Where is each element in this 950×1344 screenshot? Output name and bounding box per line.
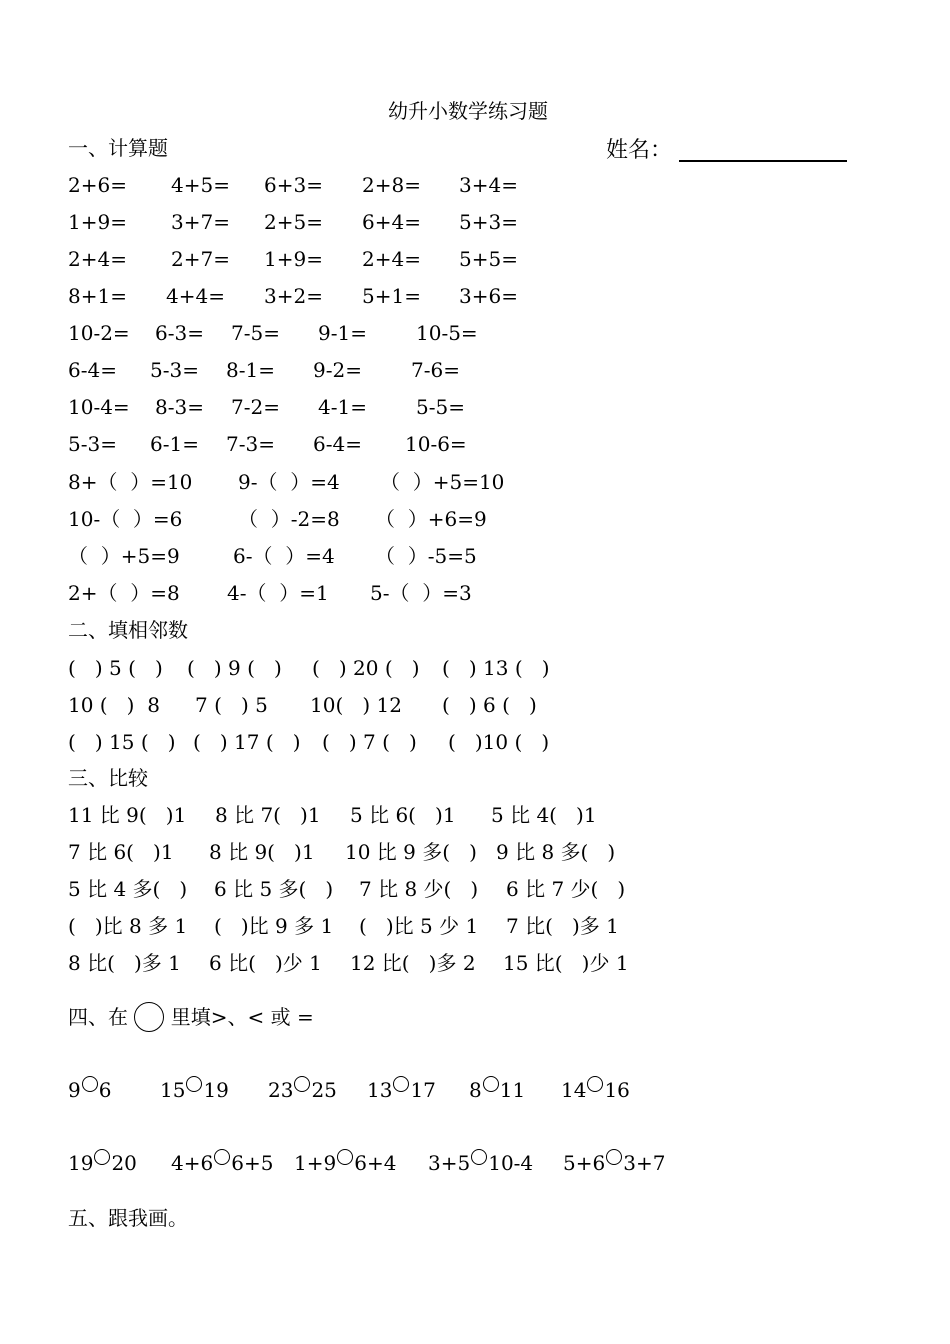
adjacent-item: ( ) 20 ( ) bbox=[312, 656, 420, 680]
compare-item: 5 比 4 多( ) bbox=[68, 877, 188, 901]
answer-circle-icon[interactable] bbox=[186, 1076, 202, 1092]
compare-item: 8 比( )多 1 bbox=[68, 951, 181, 975]
equation-item: 10-2= bbox=[68, 321, 130, 345]
left-operand: 19 bbox=[68, 1151, 94, 1175]
circle-compare-item bbox=[469, 1078, 525, 1102]
right-operand: 25 bbox=[311, 1078, 337, 1102]
adjacent-item: ( ) 13 ( ) bbox=[442, 656, 550, 680]
answer-circle-icon[interactable] bbox=[393, 1076, 409, 1092]
section-1-heading: 一、计算题 bbox=[68, 136, 168, 160]
answer-circle-icon[interactable] bbox=[606, 1149, 622, 1165]
equation-item: 2+6= bbox=[68, 173, 127, 197]
compare-item: 5 比 6( )1 bbox=[350, 803, 456, 827]
equation-item: 2+8= bbox=[362, 173, 421, 197]
compare-item: ( )比 5 少 1 bbox=[359, 914, 479, 938]
circle-compare-item bbox=[160, 1078, 229, 1102]
answer-circle-icon[interactable] bbox=[587, 1076, 603, 1092]
equation-item: 8-3= bbox=[155, 395, 204, 419]
left-operand: 8 bbox=[469, 1078, 482, 1102]
equation-item: 7-3= bbox=[226, 432, 275, 456]
fill-blank-item: 6-（ ）=4 bbox=[233, 544, 335, 568]
name-blank-line bbox=[679, 160, 847, 162]
compare-item: 8 比 9( )1 bbox=[209, 840, 315, 864]
answer-circle-icon[interactable] bbox=[214, 1149, 230, 1165]
left-operand: 4+6 bbox=[171, 1151, 214, 1175]
equation-item: 2+4= bbox=[68, 247, 127, 271]
left-operand: 1+9 bbox=[294, 1151, 337, 1175]
equation-item: 3+6= bbox=[459, 284, 518, 308]
compare-item: 8 比 7( )1 bbox=[215, 803, 321, 827]
equation-item: 1+9= bbox=[264, 247, 323, 271]
section-4-suffix: 里填>、< 或 = bbox=[170, 1005, 314, 1029]
left-operand: 14 bbox=[561, 1078, 587, 1102]
right-operand: 16 bbox=[604, 1078, 630, 1102]
equation-item: 5+3= bbox=[459, 210, 518, 234]
adjacent-item: ( ) 17 ( ) bbox=[193, 730, 301, 754]
section-5-heading: 五、跟我画。 bbox=[68, 1206, 188, 1230]
equation-item: 5-3= bbox=[68, 432, 117, 456]
equation-item: 10-5= bbox=[416, 321, 478, 345]
answer-circle-icon[interactable] bbox=[337, 1149, 353, 1165]
fill-blank-item: （ ）-5=5 bbox=[375, 544, 477, 568]
left-operand: 5+6 bbox=[563, 1151, 606, 1175]
answer-circle-icon[interactable] bbox=[294, 1076, 310, 1092]
adjacent-item: ( ) 9 ( ) bbox=[187, 656, 282, 680]
compare-item: ( )比 8 多 1 bbox=[68, 914, 188, 938]
equation-item: 9-2= bbox=[313, 358, 362, 382]
fill-blank-item: 4-（ ）=1 bbox=[227, 581, 329, 605]
adjacent-item: ( ) 5 ( ) bbox=[68, 656, 163, 680]
equation-item: 5+5= bbox=[459, 247, 518, 271]
equation-item: 4-1= bbox=[318, 395, 367, 419]
section-2-heading: 二、填相邻数 bbox=[68, 618, 188, 642]
answer-circle-icon[interactable] bbox=[94, 1149, 110, 1165]
right-operand: 6+5 bbox=[231, 1151, 274, 1175]
equation-item: 5-5= bbox=[416, 395, 465, 419]
right-operand: 19 bbox=[203, 1078, 229, 1102]
compare-item: 6 比 7 少( ) bbox=[506, 877, 626, 901]
left-operand: 23 bbox=[268, 1078, 294, 1102]
right-operand: 6 bbox=[98, 1078, 112, 1102]
circle-compare-item bbox=[561, 1078, 630, 1102]
right-operand: 20 bbox=[111, 1151, 137, 1175]
section-4-heading bbox=[68, 1002, 314, 1032]
equation-item: 7-6= bbox=[411, 358, 460, 382]
circle-compare-item bbox=[367, 1078, 436, 1102]
equation-item: 7-5= bbox=[231, 321, 280, 345]
compare-item: 7 比 8 少( ) bbox=[359, 877, 479, 901]
name-label: 姓名： bbox=[606, 138, 673, 163]
section-4-prefix: 四、在 bbox=[68, 1005, 128, 1029]
equation-item: 8-1= bbox=[226, 358, 275, 382]
equation-item: 6+4= bbox=[362, 210, 421, 234]
fill-blank-item: 5-（ ）=3 bbox=[370, 581, 472, 605]
answer-circle-icon[interactable] bbox=[82, 1076, 98, 1092]
adjacent-item: ( ) 7 ( ) bbox=[322, 730, 417, 754]
left-operand: 13 bbox=[367, 1078, 393, 1102]
equation-item: 2+4= bbox=[362, 247, 421, 271]
equation-item: 6-3= bbox=[155, 321, 204, 345]
circle-compare-item bbox=[171, 1151, 273, 1175]
equation-item: 4+5= bbox=[171, 173, 230, 197]
right-operand: 11 bbox=[499, 1078, 526, 1102]
compare-item: 15 比( )少 1 bbox=[503, 951, 629, 975]
circle-compare-item bbox=[294, 1151, 396, 1175]
compare-item: 7 比 6( )1 bbox=[68, 840, 174, 864]
equation-item: 6-4= bbox=[68, 358, 117, 382]
compare-item: 12 比( )多 2 bbox=[350, 951, 476, 975]
page-title: 幼升小数学练习题 bbox=[388, 99, 548, 123]
circle-compare-item bbox=[68, 1078, 111, 1102]
adjacent-item: ( ) 6 ( ) bbox=[442, 693, 537, 717]
circle-compare-item bbox=[268, 1078, 337, 1102]
circle-icon bbox=[134, 1002, 164, 1032]
compare-item: 10 比 9 多( ) bbox=[345, 840, 477, 864]
compare-item: 7 比( )多 1 bbox=[506, 914, 619, 938]
fill-blank-item: 8+（ ）=10 bbox=[68, 470, 193, 494]
equation-item: 8+1= bbox=[68, 284, 127, 308]
equation-item: 10-6= bbox=[405, 432, 467, 456]
adjacent-item: ( ) 15 ( ) bbox=[68, 730, 176, 754]
left-operand: 15 bbox=[160, 1078, 186, 1102]
compare-item: 11 比 9( )1 bbox=[68, 803, 187, 827]
equation-item: 6-1= bbox=[150, 432, 199, 456]
equation-item: 9-1= bbox=[318, 321, 367, 345]
equation-item: 3+7= bbox=[171, 210, 230, 234]
right-operand: 6+4 bbox=[354, 1151, 397, 1175]
compare-item: ( )比 9 多 1 bbox=[214, 914, 334, 938]
compare-item: 5 比 4( )1 bbox=[491, 803, 597, 827]
equation-item: 2+7= bbox=[171, 247, 230, 271]
equation-item: 6-4= bbox=[313, 432, 362, 456]
left-operand: 3+5 bbox=[428, 1151, 471, 1175]
adjacent-item: 10 ( ) 8 bbox=[68, 693, 160, 717]
equation-item: 4+4= bbox=[166, 284, 225, 308]
right-operand: 3+7 bbox=[623, 1151, 666, 1175]
equation-item: 3+4= bbox=[459, 173, 518, 197]
equation-item: 7-2= bbox=[231, 395, 280, 419]
fill-blank-item: （ ）+5=10 bbox=[380, 470, 505, 494]
fill-blank-item: 9-（ ）=4 bbox=[238, 470, 340, 494]
equation-item: 5-3= bbox=[150, 358, 199, 382]
fill-blank-item: （ ）-2=8 bbox=[238, 507, 340, 531]
right-operand: 10-4 bbox=[488, 1151, 534, 1175]
circle-compare-item bbox=[563, 1151, 665, 1175]
adjacent-item: 10( ) 12 bbox=[310, 693, 402, 717]
adjacent-item: ( )10 ( ) bbox=[448, 730, 550, 754]
compare-item: 6 比 5 多( ) bbox=[214, 877, 334, 901]
circle-compare-item bbox=[68, 1151, 137, 1175]
left-operand: 9 bbox=[68, 1078, 81, 1102]
adjacent-item: 7 ( ) 5 bbox=[195, 693, 268, 717]
equation-item: 1+9= bbox=[68, 210, 127, 234]
equation-item: 2+5= bbox=[264, 210, 323, 234]
answer-circle-icon[interactable] bbox=[483, 1076, 499, 1092]
right-operand: 17 bbox=[410, 1078, 436, 1102]
equation-item: 3+2= bbox=[264, 284, 323, 308]
fill-blank-item: 2+（ ）=8 bbox=[68, 581, 180, 605]
compare-item: 9 比 8 多( ) bbox=[496, 840, 616, 864]
section-3-heading: 三、比较 bbox=[68, 766, 148, 790]
fill-blank-item: 10-（ ）=6 bbox=[68, 507, 183, 531]
compare-item: 6 比( )少 1 bbox=[209, 951, 322, 975]
circle-compare-item bbox=[428, 1151, 533, 1175]
equation-item: 6+3= bbox=[264, 173, 323, 197]
answer-circle-icon[interactable] bbox=[471, 1149, 487, 1165]
fill-blank-item: （ ）+6=9 bbox=[375, 507, 487, 531]
fill-blank-item: （ ）+5=9 bbox=[68, 544, 180, 568]
equation-item: 10-4= bbox=[68, 395, 130, 419]
equation-item: 5+1= bbox=[362, 284, 421, 308]
